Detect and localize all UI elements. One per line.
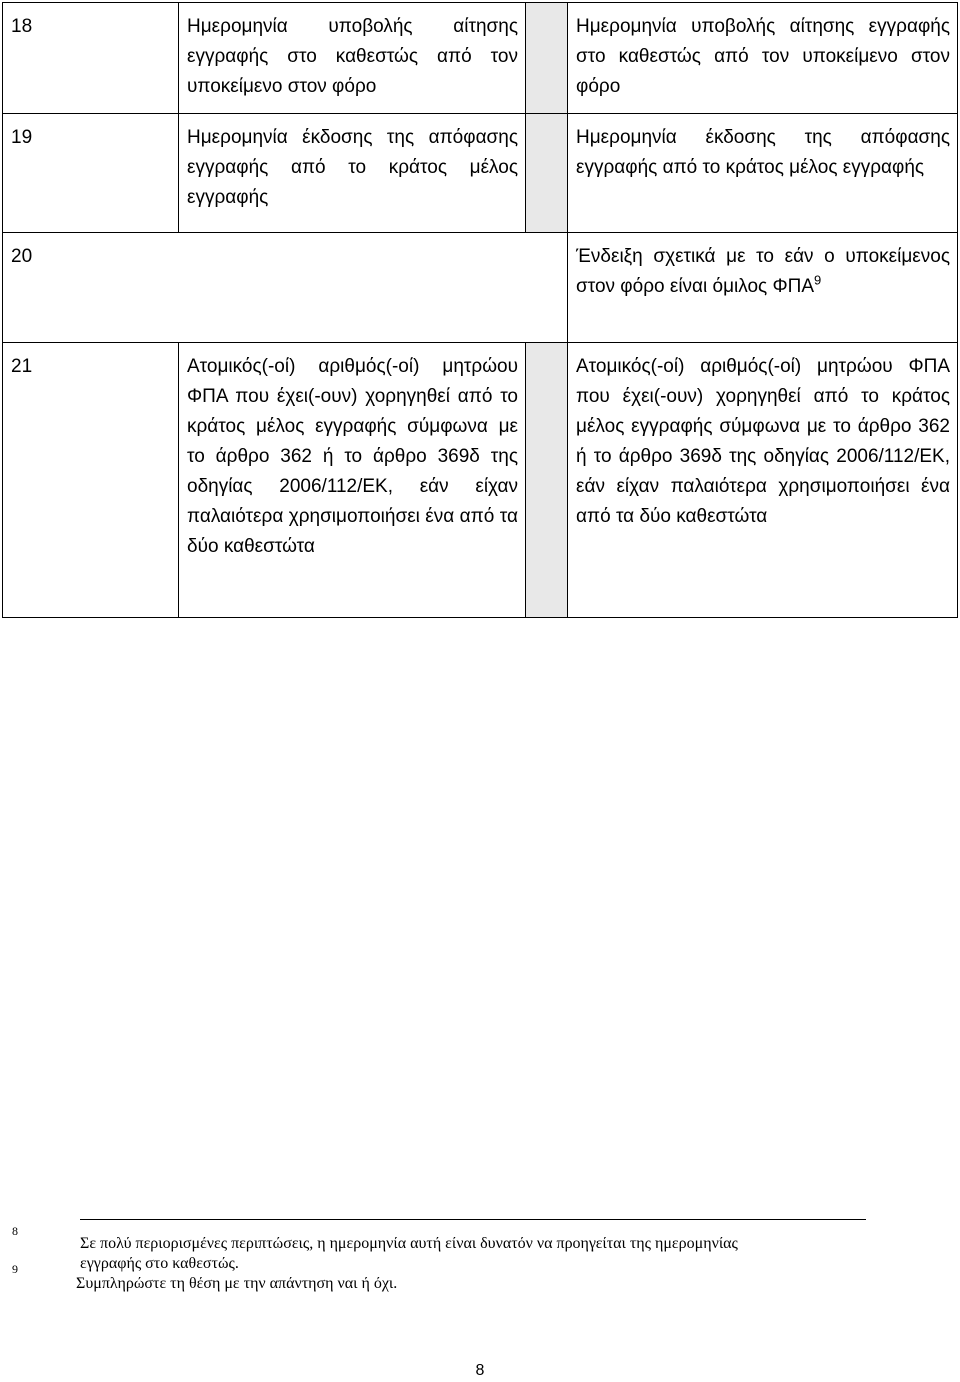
table-row	[3, 3, 958, 114]
right-field-description: Ημερομηνία υποβολής αίτησης εγγραφής στο καθεστώς από τον υποκείμενο στον φόρο	[568, 3, 958, 114]
table-row	[3, 233, 958, 343]
table-row	[3, 343, 958, 618]
footnote-mark: 8	[12, 1224, 18, 1238]
left-field-description: Ατομικός(-οί) αριθμός(-οί) μητρώου ΦΠΑ που έχει(-ουν) χορηγηθεί από το κράτος μέλος εγγραφής σύμφωνα με το άρθρο 362 ή το άρθρο 369δ της οδηγίας 2006/112/ΕΚ, εάν είχαν παλαιότερα χρησιμοποιήσει ένα από τα δύο καθεστώτα	[179, 343, 526, 618]
row-number: 18	[3, 3, 179, 114]
right-field-description	[568, 233, 958, 343]
footnote-separator	[80, 1219, 866, 1220]
shaded-column-cell	[526, 3, 568, 114]
row-number: 20	[3, 233, 568, 343]
table-row	[3, 114, 958, 233]
right-field-description: Ατομικός(-οί) αριθμός(-οί) μητρώου ΦΠΑ που έχει(-ουν) χορηγηθεί από το κράτος μέλος εγγραφής σύμφωνα με το άρθρο 362 ή το άρθρο 369δ της οδηγίας 2006/112/ΕΚ, εάν είχαν παλαιότερα χρησιμοποιήσει ένα από τα δύο καθεστώτα	[568, 343, 958, 618]
right-field-text: Ένδειξη σχετικά με το εάν ο υποκείμενος στον φόρο είναι όμιλος ΦΠΑ	[576, 246, 950, 297]
right-field-description: Ημερομηνία έκδοσης της απόφασης εγγραφής από το κράτος μέλος εγγραφής	[568, 114, 958, 233]
row-number: 19	[3, 114, 179, 233]
shaded-column-cell	[526, 114, 568, 233]
footnote-mark: 9	[12, 1262, 18, 1276]
footnote-text: εγγραφής στο καθεστώς.	[80, 1255, 239, 1272]
page-number: 8	[475, 1362, 485, 1379]
left-field-description: Ημερομηνία υποβολής αίτησης εγγραφής στο καθεστώς από τον υποκείμενο στον φόρο	[179, 3, 526, 114]
footnote-text: Συμπληρώστε τη θέση με την απάντηση ναι ή όχι.	[76, 1275, 398, 1292]
footnote-reference: 9	[814, 272, 822, 288]
row-number: 21	[3, 343, 179, 618]
footnote-text: Σε πολύ περιορισμένες περιπτώσεις, η ημερομηνία αυτή είναι δυνατόν να προηγείται της ημερομηνίας	[80, 1235, 738, 1252]
left-field-description: Ημερομηνία έκδοσης της απόφασης εγγραφής από το κράτος μέλος εγγραφής	[179, 114, 526, 233]
vat-registration-table	[2, 2, 958, 618]
shaded-column-cell	[526, 343, 568, 618]
